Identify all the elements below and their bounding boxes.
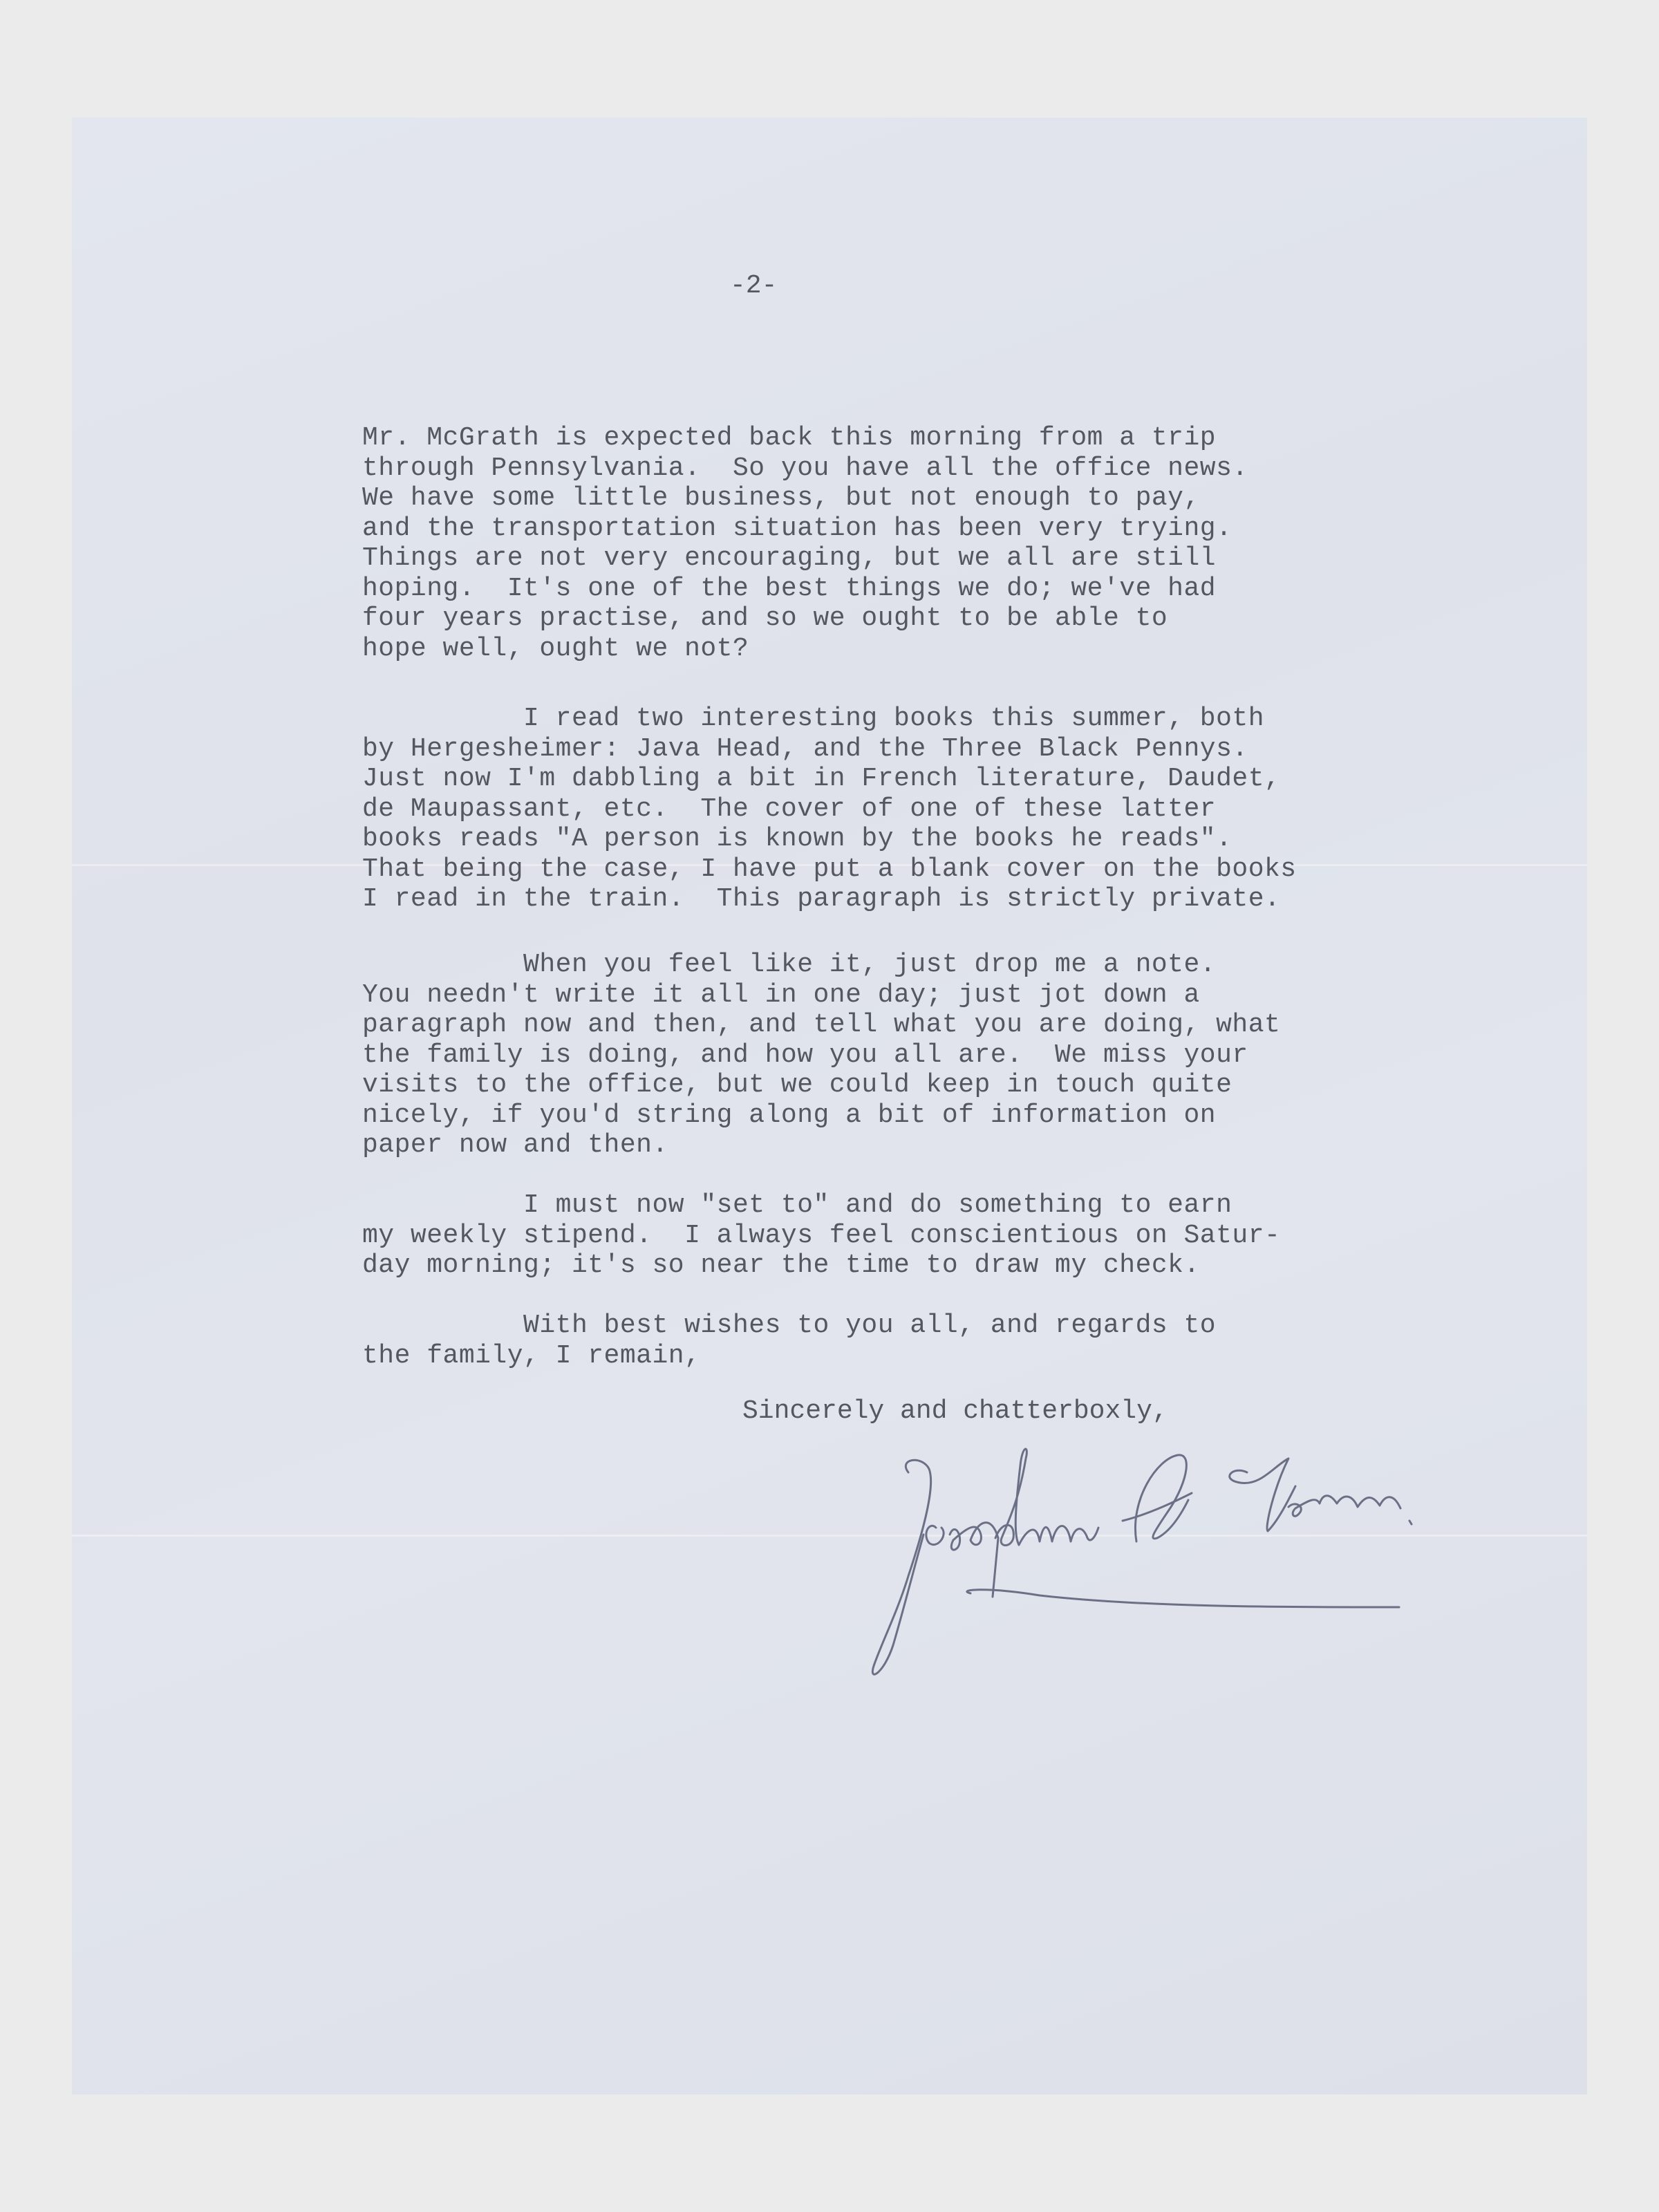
paragraph-drop-a-note: When you feel like it, just drop me a note. You needn't write it all in one day; just jot down a paragraph now and then, and tell what you are doing, what the family is doing, and how you all are. We miss your visits to the office, but we could keep in touch quite nicely, if you'd string along a bit of information on paper now and then.: [362, 950, 1281, 1160]
paragraph-weekly-stipend: I must now "set to" and do something to earn my weekly stipend. I always feel conscientious on Satur- day morning; it's so near the time to draw my check.: [362, 1190, 1281, 1280]
page-number: -2-: [730, 271, 778, 301]
signature-image: [832, 1417, 1441, 1707]
paragraph-best-wishes: With best wishes to you all, and regards to the family, I remain,: [362, 1311, 1217, 1371]
closing-line: Sincerely and chatterboxly,: [742, 1396, 1168, 1426]
paragraph-books: I read two interesting books this summer, both by Hergesheimer: Java Head, and the Three Black Pennys. Just now I'm dabbling a bit in French literature, Daudet, de Maupassant, etc. The cover of one of these latter books reads "A person is known by the books he reads". That being the case, I have put a blank cover on the books I read in the train. This paragraph is strictly private.: [362, 704, 1297, 914]
paragraph-office-news: Mr. McGrath is expected back this morning from a trip through Pennsylvania. So you have all the office news. We have some little business, but not enough to pay, and the transportation situation has been very trying. Things are not very encouraging, but we all are still hoping. It's one of the best things we do; we've had four years practise, and so we ought to be able to hope well, ought we not?: [362, 423, 1248, 664]
letter-page: [72, 118, 1587, 2094]
